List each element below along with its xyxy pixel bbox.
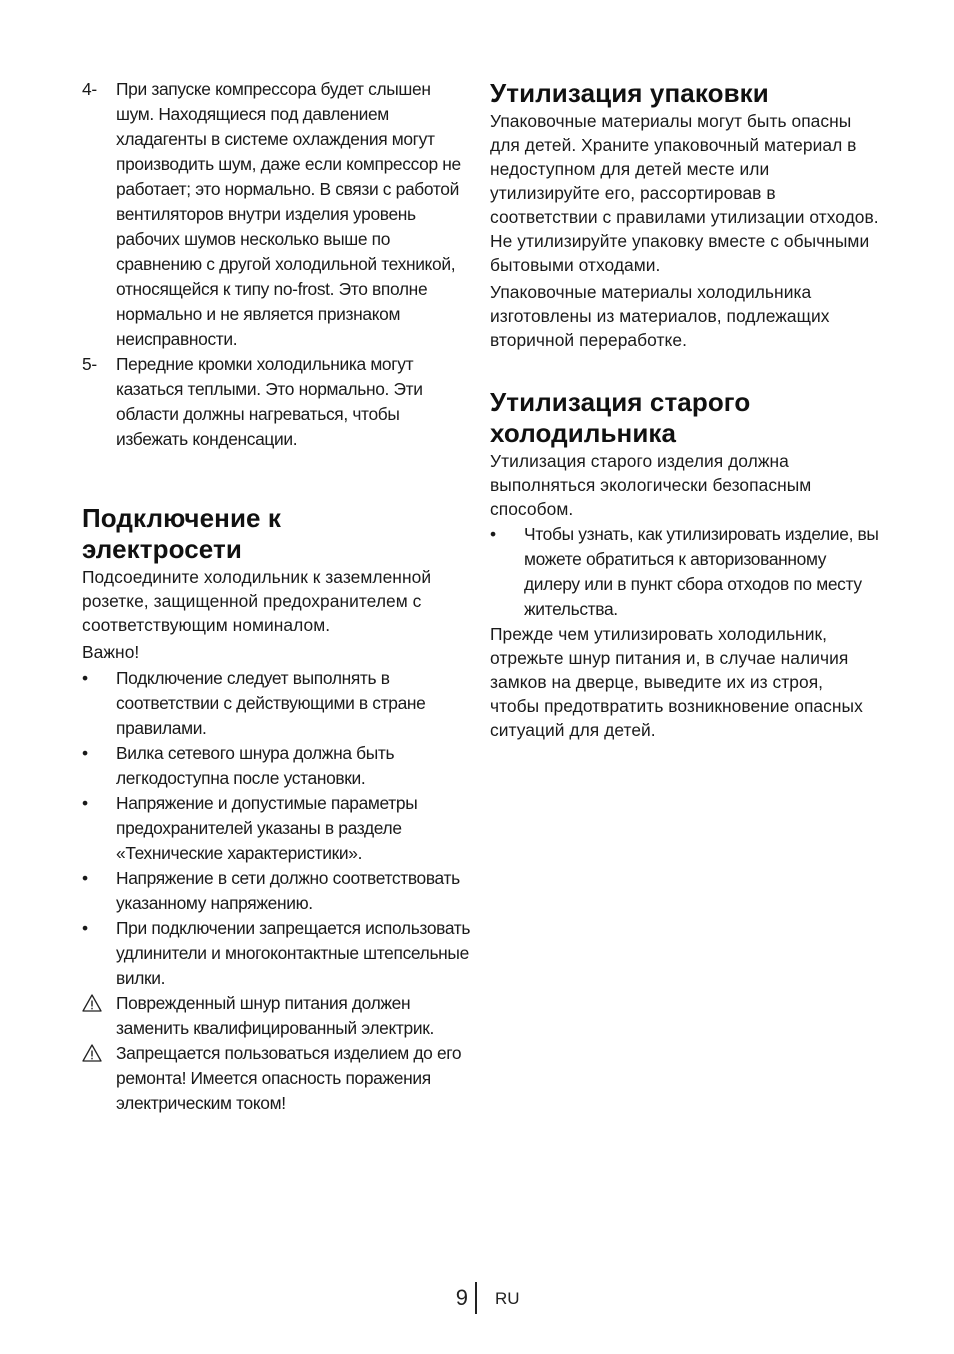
bullet-text: Напряжение и допустимые параметры предохранителей указаны в разделе «Технические характеристики».	[116, 793, 418, 863]
old-fridge-p2: Прежде чем утилизировать холодильник, отрежьте шнур питания и, в случае наличия замков на дверце, выведите их из строя, чтобы предотвратить возникновение опасных ситуаций для детей.	[490, 624, 863, 740]
bullet-item	[82, 666, 472, 741]
item-number: 5-	[82, 354, 97, 374]
bullet-text: Подключение следует выполнять в соответствии с действующими в стране правилами.	[116, 668, 426, 738]
connect-section	[82, 503, 472, 1116]
item-number: 4-	[82, 79, 97, 99]
connect-intro: Подсоедините холодильник к заземленной розетке, защищенной предохранителем с соответствующим номиналом.	[82, 567, 432, 635]
packaging-p1: Упаковочные материалы могут быть опасны для детей. Храните упаковочный материал в недоступном для детей месте или утилизируйте его, рассортировав в соответствии с правилами утилизации отходов. Не утилизируйте упаковку вместе с обычными бытовыми отходами.	[490, 111, 879, 275]
warning-text: Запрещается пользоваться изделием до его ремонта! Имеется опасность поражения электрическим током!	[116, 1043, 462, 1113]
numbered-item-4	[82, 77, 472, 352]
section-heading-connect: Подключение к электросети	[82, 503, 282, 564]
bullet-item	[82, 866, 472, 916]
important-label: Важно!	[82, 642, 140, 662]
section-heading-old-fridge: Утилизация старого холодильника	[490, 387, 751, 448]
footer-divider	[475, 1282, 477, 1314]
bullet-item	[82, 791, 472, 866]
bullet-icon: •	[82, 668, 88, 688]
bullet-icon: •	[82, 868, 88, 888]
warning-triangle-icon	[82, 1044, 102, 1062]
old-fridge-section	[490, 387, 880, 742]
item-text: Передние кромки холодильника могут казаться теплыми. Это нормально. Эти области должны нагреваться, чтобы избежать конденсации.	[116, 354, 423, 449]
bullet-item	[82, 916, 472, 991]
numbered-item-5	[82, 352, 472, 452]
bullet-item	[82, 741, 472, 791]
warning-triangle-icon	[82, 994, 102, 1012]
page-number: 9	[455, 1285, 468, 1310]
numbered-list	[82, 77, 472, 452]
packaging-body	[490, 109, 880, 352]
bullet-icon: •	[82, 918, 88, 938]
page-footer	[0, 1282, 954, 1316]
bullet-icon: •	[82, 743, 88, 763]
language-code: RU	[495, 1289, 520, 1308]
bullet-text: Чтобы узнать, как утилизировать изделие, вы можете обратиться к авторизованному дилеру или в пункт сбора отходов по месту жительства.	[524, 524, 879, 619]
packaging-section	[490, 78, 880, 352]
warning-item	[82, 991, 472, 1041]
bullet-icon: •	[82, 793, 88, 813]
old-fridge-p1: Утилизация старого изделия должна выполняться экологически безопасным способом.	[490, 451, 812, 519]
bullet-text: При подключении запрещается использовать удлинители и многоконтактные штепсельные вилки.	[116, 918, 471, 988]
warning-text: Поврежденный шнур питания должен заменить квалифицированный электрик.	[116, 993, 434, 1038]
old-fridge-bullets	[490, 522, 880, 622]
old-fridge-body-2	[490, 622, 880, 742]
connect-intro-block	[82, 565, 472, 664]
warning-item	[82, 1041, 472, 1116]
old-fridge-body	[490, 449, 880, 521]
bullet-text: Вилка сетевого шнура должна быть легкодоступна после установки.	[116, 743, 395, 788]
bullet-item	[490, 522, 880, 622]
bullet-icon: •	[490, 524, 496, 544]
connect-bullets	[82, 666, 472, 1116]
bullet-text: Напряжение в сети должно соответствовать указанному напряжению.	[116, 868, 460, 913]
section-heading-packaging: Утилизация упаковки	[490, 78, 769, 108]
packaging-p2: Упаковочные материалы холодильника изготовлены из материалов, подлежащих вторичной переработке.	[490, 282, 830, 350]
item-text: При запуске компрессора будет слышен шум. Находящиеся под давлением хладагенты в системе охлаждения могут производить шум, даже если компрессор не работает; это нормально. В связи с работой вентиляторов внутри изделия уровень рабочих шумов несколько выше по сравнению с другой холодильной техникой, относящейся к типу no-frost. Это вполне нормально и не является признаком неисправности.	[116, 79, 461, 349]
